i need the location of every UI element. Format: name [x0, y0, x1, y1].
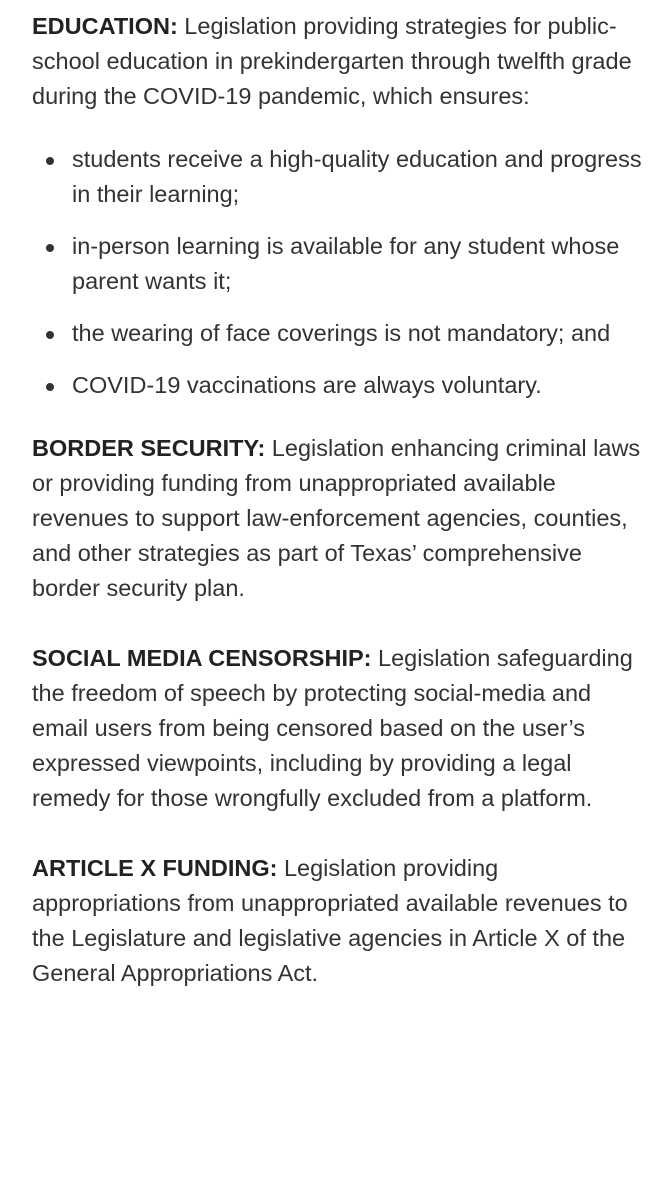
section-article-x-funding	[32, 851, 648, 991]
list-item	[32, 142, 648, 212]
list-item	[32, 316, 648, 351]
section-text: Legislation safeguarding the freedom of speech by protecting social-media and email users from being censored based on the user’s expressed viewpoints, including by providing a legal remedy for those wrongfully excluded from a platform.	[32, 645, 633, 811]
list-item	[32, 368, 648, 403]
section-text: Legislation providing appropriations from unappropriated available revenues to the Legislature and legislative agencies in Article X of the General Appropriations Act.	[32, 855, 628, 986]
bullet-icon	[46, 383, 54, 391]
section-heading: SOCIAL MEDIA CENSORSHIP:	[32, 645, 372, 671]
bullet-icon	[46, 244, 54, 252]
list-item	[32, 229, 648, 299]
section-border-security	[32, 431, 648, 606]
section-text: Legislation providing strategies for public-school education in prekindergarten through twelfth grade during the COVID-19 pandemic, which ensures:	[32, 13, 632, 109]
bullet-icon	[46, 331, 54, 339]
section-heading: ARTICLE X FUNDING:	[32, 855, 278, 881]
section-social-media-censorship	[32, 641, 648, 816]
section-heading: EDUCATION:	[32, 13, 178, 39]
list-item-text: students receive a high-quality education and progress in their learning;	[72, 146, 642, 207]
section-heading: BORDER SECURITY:	[32, 435, 266, 461]
list-item-text: COVID-19 vaccinations are always voluntary.	[72, 372, 542, 398]
education-bullet-list	[32, 142, 648, 403]
list-item-text: the wearing of face coverings is not mandatory; and	[72, 320, 611, 346]
bullet-icon	[46, 157, 54, 165]
section-education	[32, 9, 648, 114]
document-body	[32, 9, 648, 991]
list-item-text: in-person learning is available for any student whose parent wants it;	[72, 233, 620, 294]
section-text: Legislation enhancing criminal laws or providing funding from unappropriated available revenues to support law-enforcement agencies, counties, and other strategies as part of Texas’ comprehensive border security plan.	[32, 435, 641, 601]
